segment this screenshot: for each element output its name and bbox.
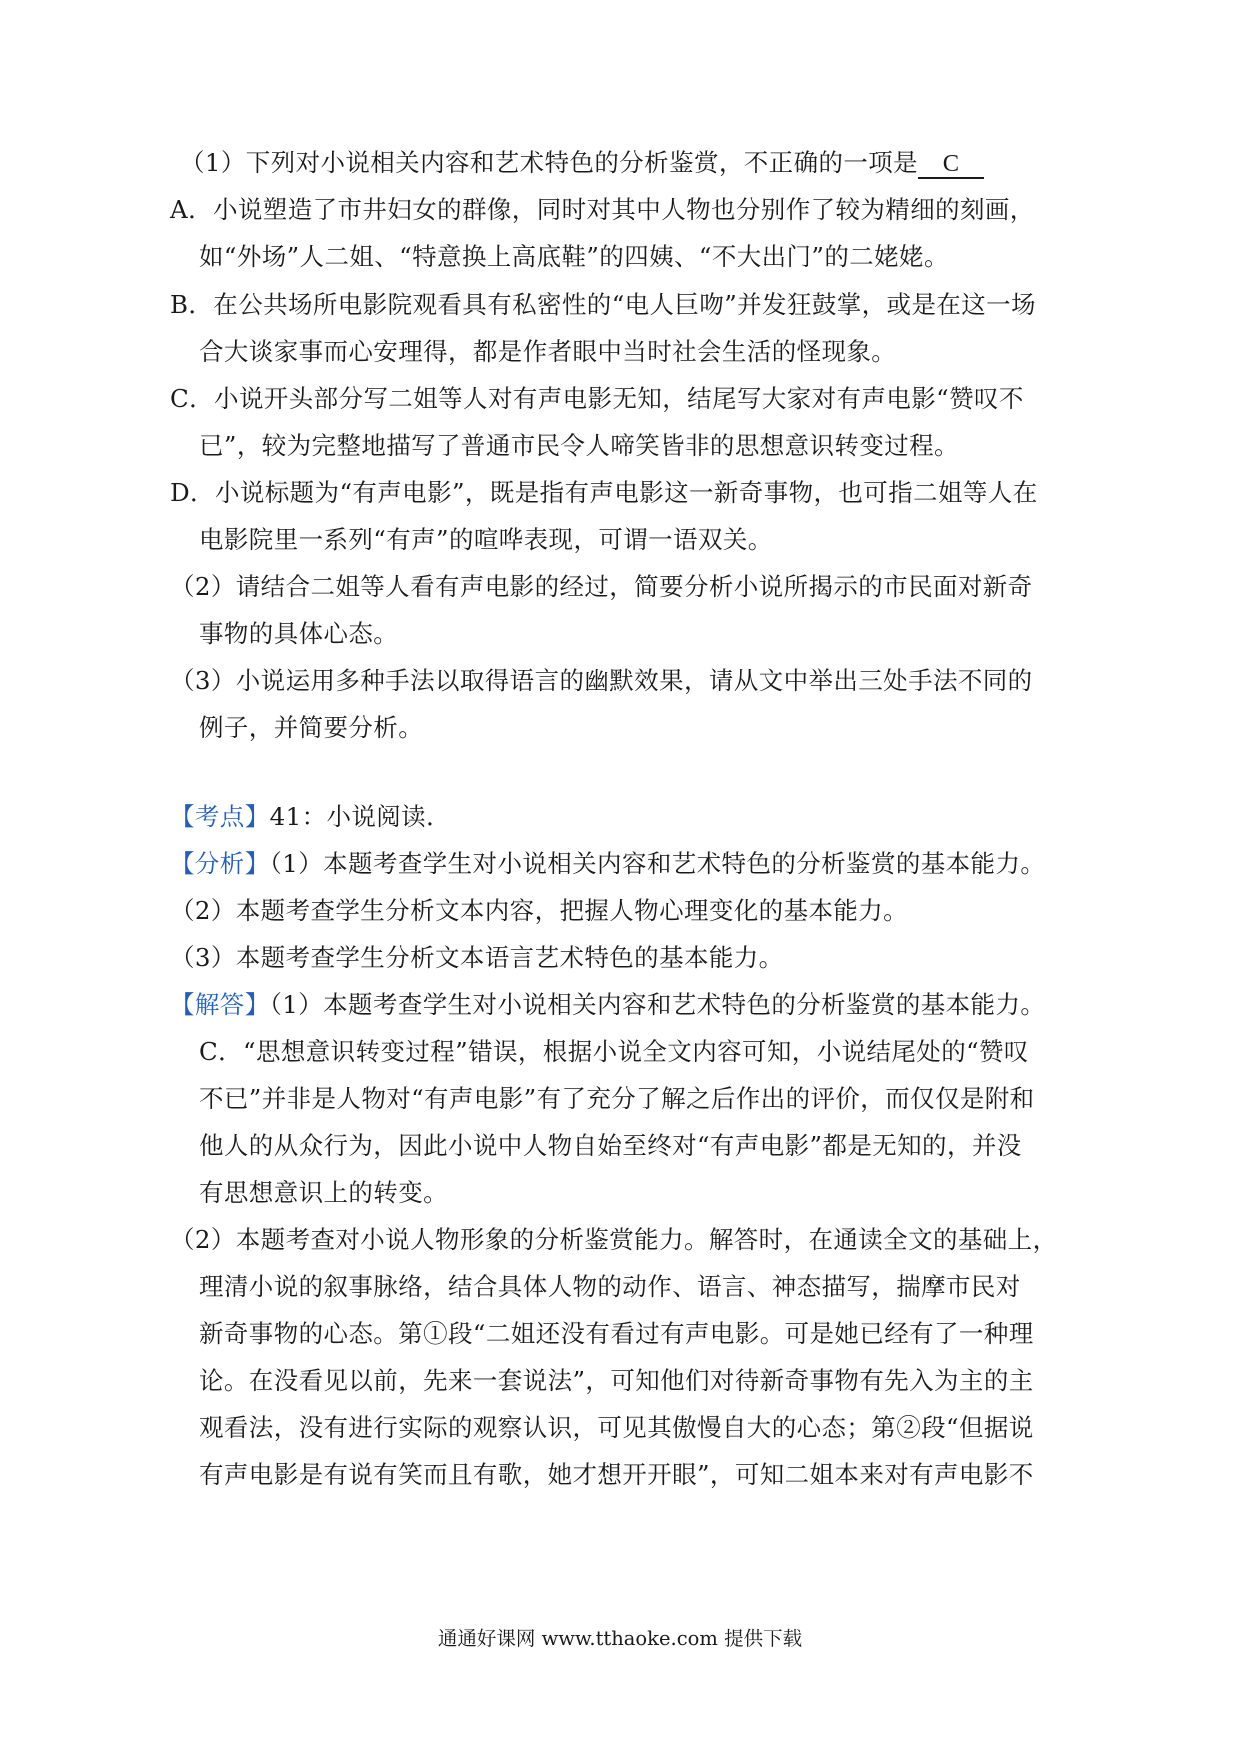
question-1-answer: C <box>918 151 984 179</box>
jieda-c-line-3: 他人的从众行为，因此小说中人物自始至终对“有声电影”都是无知的，并没 <box>199 1131 1022 1160</box>
option-d-line-2: 电影院里一系列“有声”的喧哗表现，可谓一语双关。 <box>199 525 773 554</box>
fenxi-line-3: （3）本题考查学生分析文本语言艺术特色的基本能力。 <box>170 943 784 972</box>
jieda-c-line-4: 有思想意识上的转变。 <box>199 1178 448 1207</box>
question-2-line-1: （2）请结合二姐等人看有声电影的经过，简要分析小说所揭示的市民面对新奇 <box>170 572 1033 601</box>
fenxi-tag: 【分析】 <box>170 849 270 878</box>
option-d-line-1: D．小说标题为“有声电影”，既是指有声电影这一新奇事物，也可指二姐等人在 <box>170 478 1038 507</box>
question-3-line-2: 例子，并简要分析。 <box>199 713 424 742</box>
jieda-c-line-2: 不已”并非是人物对“有声电影”有了充分了解之后作出的评价，而仅仅是附和 <box>199 1084 1035 1113</box>
kaodian-text: 41：小说阅读． <box>269 802 451 831</box>
jieda-c-line-1: C．“思想意识转变过程”错误，根据小说全文内容可知，小说结尾处的“赞叹 <box>199 1037 1029 1066</box>
jieda-p2-line-5: 观看法，没有进行实际的观察认识，可见其傲慢自大的心态；第②段“但据说 <box>199 1413 1034 1442</box>
option-c-line-1: C．小说开头部分写二姐等人对有声电影无知，结尾写大家对有声电影“赞叹不 <box>170 384 1024 413</box>
question-3-line-1: （3）小说运用多种手法以取得语言的幽默效果，请从文中举出三处手法不同的 <box>170 666 1033 695</box>
fenxi-line-1: （1）本题考查学生对小说相关内容和艺术特色的分析鉴赏的基本能力。 <box>269 849 1046 878</box>
jieda-p2-line-1: （2）本题考查对小说人物形象的分析鉴赏能力。解答时，在通读全文的基础上， <box>170 1225 1058 1254</box>
option-b-line-2: 合大谈家事而心安理得，都是作者眼中当时社会生活的怪现象。 <box>199 337 897 366</box>
kaodian-tag: 【考点】 <box>170 802 270 831</box>
jieda-line-1: （1）本题考查学生对小说相关内容和艺术特色的分析鉴赏的基本能力。 <box>269 990 1046 1019</box>
kaodian-section <box>170 800 451 834</box>
jieda-p2-line-2: 理清小说的叙事脉络，结合具体人物的动作、语言、神态描写，揣摩市民对 <box>199 1272 1021 1301</box>
option-b-line-1: B．在公共场所电影院观看具有私密性的“电人巨吻”并发狂鼓掌，或是在这一场 <box>170 290 1036 319</box>
page-footer: 通通好课网 www.tthaoke.com 提供下载 <box>437 1627 803 1650</box>
fenxi-line-2: （2）本题考查学生分析文本内容，把握人物心理变化的基本能力。 <box>170 896 909 925</box>
option-c-line-2: 已”，较为完整地描写了普通市民令人啼笑皆非的思想意识转变过程。 <box>199 431 959 460</box>
jieda-tag: 【解答】 <box>170 990 270 1019</box>
option-a-line-1: A．小说塑造了市井妇女的群像，同时对其中人物也分别作了较为精细的刻画， <box>170 195 1035 224</box>
fenxi-section <box>170 847 1045 881</box>
jieda-p2-line-3: 新奇事物的心态。第①段“二姐还没有看过有声电影。可是她已经有了一种理 <box>199 1319 1034 1348</box>
option-a-line-2: 如“外场”人二姐、“特意换上高底鞋”的四姨、“不大出门”的二姥姥。 <box>199 242 949 271</box>
question-2-line-2: 事物的具体心态。 <box>199 619 399 648</box>
question-1 <box>180 146 984 180</box>
jieda-section <box>170 988 1045 1022</box>
question-1-text: （1）下列对小说相关内容和艺术特色的分析鉴赏，不正确的一项是 <box>180 148 919 177</box>
jieda-p2-line-4: 论。在没看见以前，先来一套说法”，可知他们对待新奇事物有先入为主的主 <box>199 1366 1034 1395</box>
jieda-p2-line-6: 有声电影是有说有笑而且有歌，她才想开开眼”，可知二姐本来对有声电影不 <box>199 1460 1034 1489</box>
